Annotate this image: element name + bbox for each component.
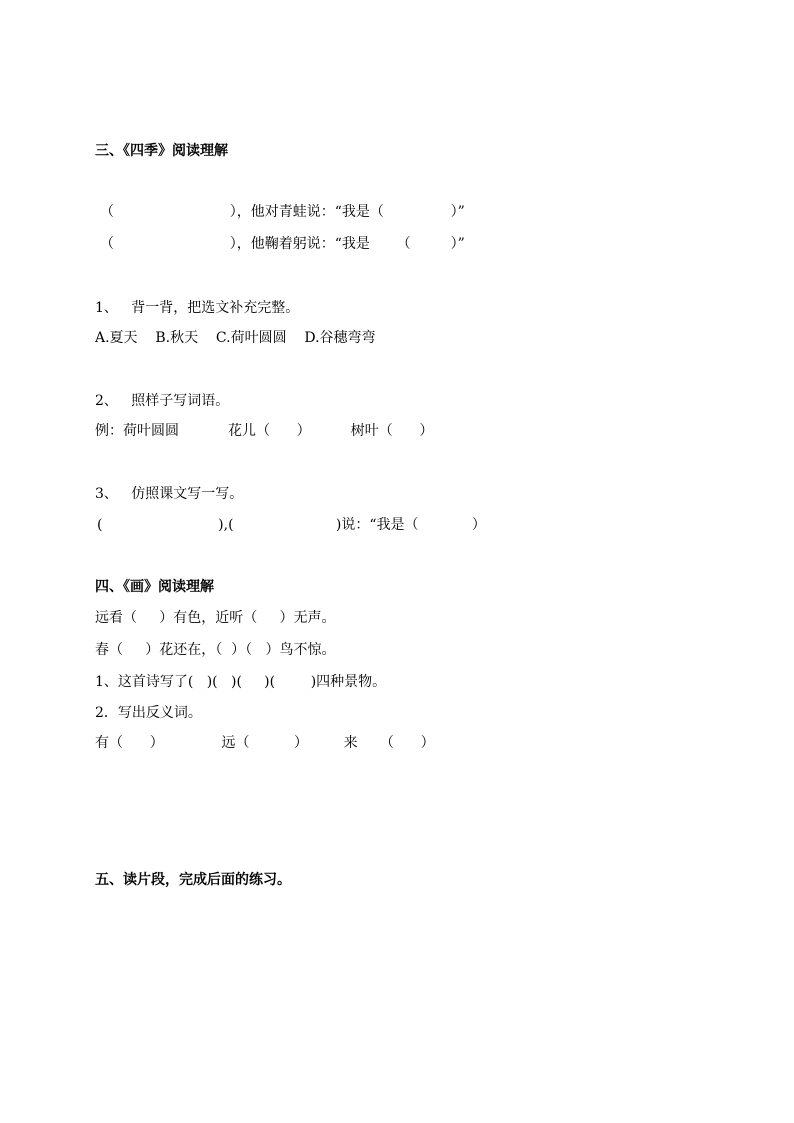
section-4-question-1: 1、这首诗写了( )( )( )( )四种景物。 bbox=[95, 674, 387, 690]
section-3-heading: 三、《四季》阅读理解 bbox=[95, 143, 228, 159]
poem-line-1: 远看（ ）有色，近听（ ）无声。 bbox=[95, 610, 336, 626]
fill-in-line-1: （ ），他对青蛙说：“我是（ ）” bbox=[100, 204, 465, 220]
question-1-options: A.夏天 B.秋天 C.荷叶圆圆 D.谷穗弯弯 bbox=[95, 330, 376, 346]
section-5-heading: 五、读片段，完成后面的练习。 bbox=[95, 872, 291, 888]
fill-in-line-2: （ ），他鞠着躬说：“我是 （ ）” bbox=[100, 236, 465, 252]
poem-line-2: 春（ ）花还在，（ ）（ ）鸟不惊。 bbox=[95, 642, 336, 658]
section-4-heading: 四、《画》阅读理解 bbox=[95, 579, 214, 595]
question-1-prompt: 1、 背一背，把选文补充完整。 bbox=[95, 300, 300, 316]
section-4-question-2: 2．写出反义词。 bbox=[95, 705, 202, 721]
question-3-prompt: 3、 仿照课文写一写。 bbox=[95, 486, 244, 502]
question-3-blank: ( ),( )说：“我是（ ） bbox=[97, 517, 486, 533]
antonyms-line: 有（ ） 远（ ） 来 （ ） bbox=[95, 735, 435, 751]
question-2-prompt: 2、 照样子写词语。 bbox=[95, 393, 230, 409]
question-2-example: 例：荷叶圆圆 花儿（ ） 树叶（ ） bbox=[95, 423, 434, 439]
